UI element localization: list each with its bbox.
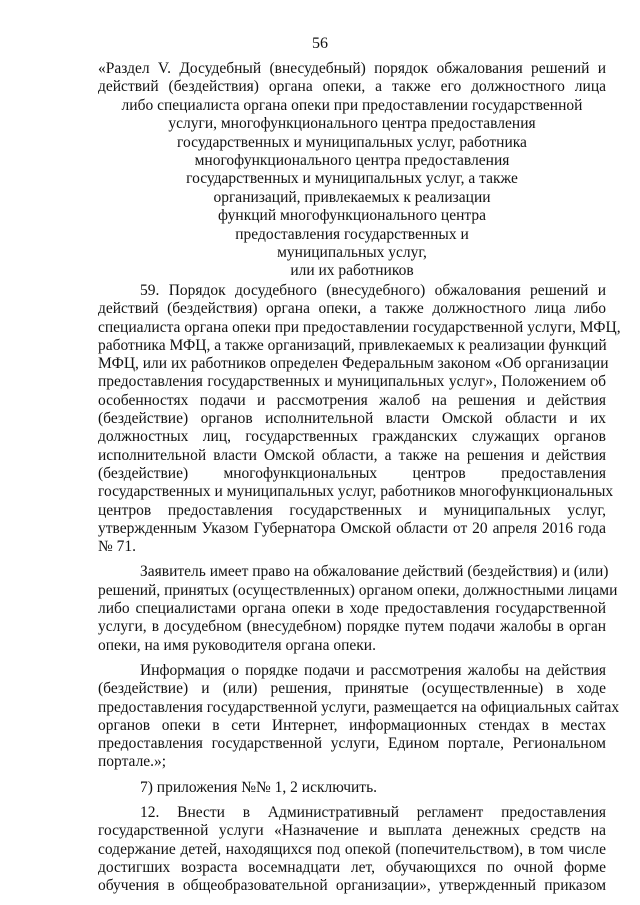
page-number: 56: [312, 35, 328, 52]
heading-line: организаций, привлекаемых к реализации: [213, 188, 491, 206]
text-line: исполнительной власти Омской области, а также на решения и действия: [98, 446, 606, 464]
text-line: центров предоставления государственных и муниципальных услуг,: [98, 501, 606, 519]
heading-line: или их работников: [290, 262, 414, 280]
heading-line: государственных и муниципальных услуг, работника: [177, 133, 527, 151]
document-body: [98, 282, 621, 903]
heading-line: функций многофункционального центра: [218, 207, 486, 225]
paragraph-12: [98, 804, 606, 895]
text-line: содержание детей, находящихся под опекой (попечительством), в том числе: [98, 840, 606, 858]
heading-line: «Раздел V. Досудебный (внесудебный) порядок обжалования решений и: [98, 60, 606, 77]
text-line: № 71.: [98, 538, 137, 556]
text-line: утвержденным Указом Губернатора Омской области от 20 апреля 2016 года: [98, 519, 606, 537]
text-line: должностных лиц, государственных гражданских служащих органов: [98, 428, 606, 446]
text-line: портале.»;: [98, 753, 167, 771]
text-line: услуги, в досудебном (внесудебном) порядке путем подачи жалобы в орган: [98, 618, 606, 636]
paragraph-59: [98, 282, 621, 556]
text-line: предоставления государственной услуги, размещается на официальных сайтах: [98, 698, 620, 716]
text-line: МФЦ, или их работников определен Федеральным законом «Об организации: [98, 355, 609, 373]
text-line: 7) приложения №№ 1, 2 исключить.: [140, 778, 378, 796]
text-line: решений, принятых (осуществленных) органом опеки, должностными лицами: [98, 581, 618, 599]
heading-line: предоставления государственных и: [235, 225, 469, 243]
text-line: 59. Порядок досудебного (внесудебного) обжалования решений и: [140, 282, 606, 299]
text-line: (бездействие) и (или) решения, принятые (осуществленные) в ходе: [98, 680, 606, 698]
text-line: опеки, на имя руководителя органа опеки.: [98, 636, 376, 654]
heading-line: государственных и муниципальных услуг, а также: [186, 170, 518, 188]
text-line: государственных и муниципальных услуг, работников многофункциональных: [98, 483, 614, 501]
text-line: (бездействие) органов исполнительной власти Омской области и их: [98, 410, 606, 428]
text-line: (бездействие) многофункциональных центров предоставления: [98, 464, 606, 482]
heading-line: либо специалиста органа опеки при предоставлении государственной: [121, 96, 583, 114]
heading-line: услуги, многофункционального центра предоставления: [168, 115, 536, 133]
heading-line: муниципальных услуг,: [277, 244, 427, 262]
text-line: государственной услуги «Назначение и выплата денежных средств на: [98, 822, 606, 840]
text-line: особенностях подачи и рассмотрения жалоб на решения и действия: [98, 391, 606, 409]
heading-line: многофункционального центра предоставления: [194, 152, 510, 170]
text-line: либо специалистами органа опеки в ходе предоставления государственной: [98, 600, 606, 618]
section-heading: [98, 60, 606, 281]
paragraph-item-7: [98, 779, 606, 797]
text-line: специалиста органа опеки при предоставлении государственной услуги, МФЦ,: [98, 318, 621, 336]
text-line: обучения в общеобразовательной организации», утвержденный приказом: [98, 877, 606, 895]
text-line: Информация о порядке подачи и рассмотрения жалобы на действия: [140, 661, 606, 679]
text-line: работника МФЦ, а также организаций, привлекаемых к реализации функций: [98, 336, 607, 354]
paragraph-information: [98, 661, 620, 772]
text-line: предоставления государственных и муниципальных услуг», Положением об: [98, 373, 606, 391]
text-line: органов опеки в сети Интернет, информационных стендах в местах: [98, 716, 606, 734]
heading-line: действий (бездействия) органа опеки, а также его должностного лица: [98, 78, 606, 96]
text-line: 12. Внести в Административный регламент предоставления: [140, 804, 606, 822]
text-line: действий (бездействия) органа опеки, а также должностного лица либо: [98, 300, 606, 318]
text-line: Заявитель имеет право на обжалование действий (бездействия) и (или): [140, 563, 609, 581]
text-line: предоставления государственной услуги, Едином портале, Региональном: [98, 735, 606, 753]
paragraph-appeal-right: [98, 563, 618, 654]
text-line: достигших возраста восемнадцати лет, обучающихся по очной форме: [98, 858, 606, 876]
